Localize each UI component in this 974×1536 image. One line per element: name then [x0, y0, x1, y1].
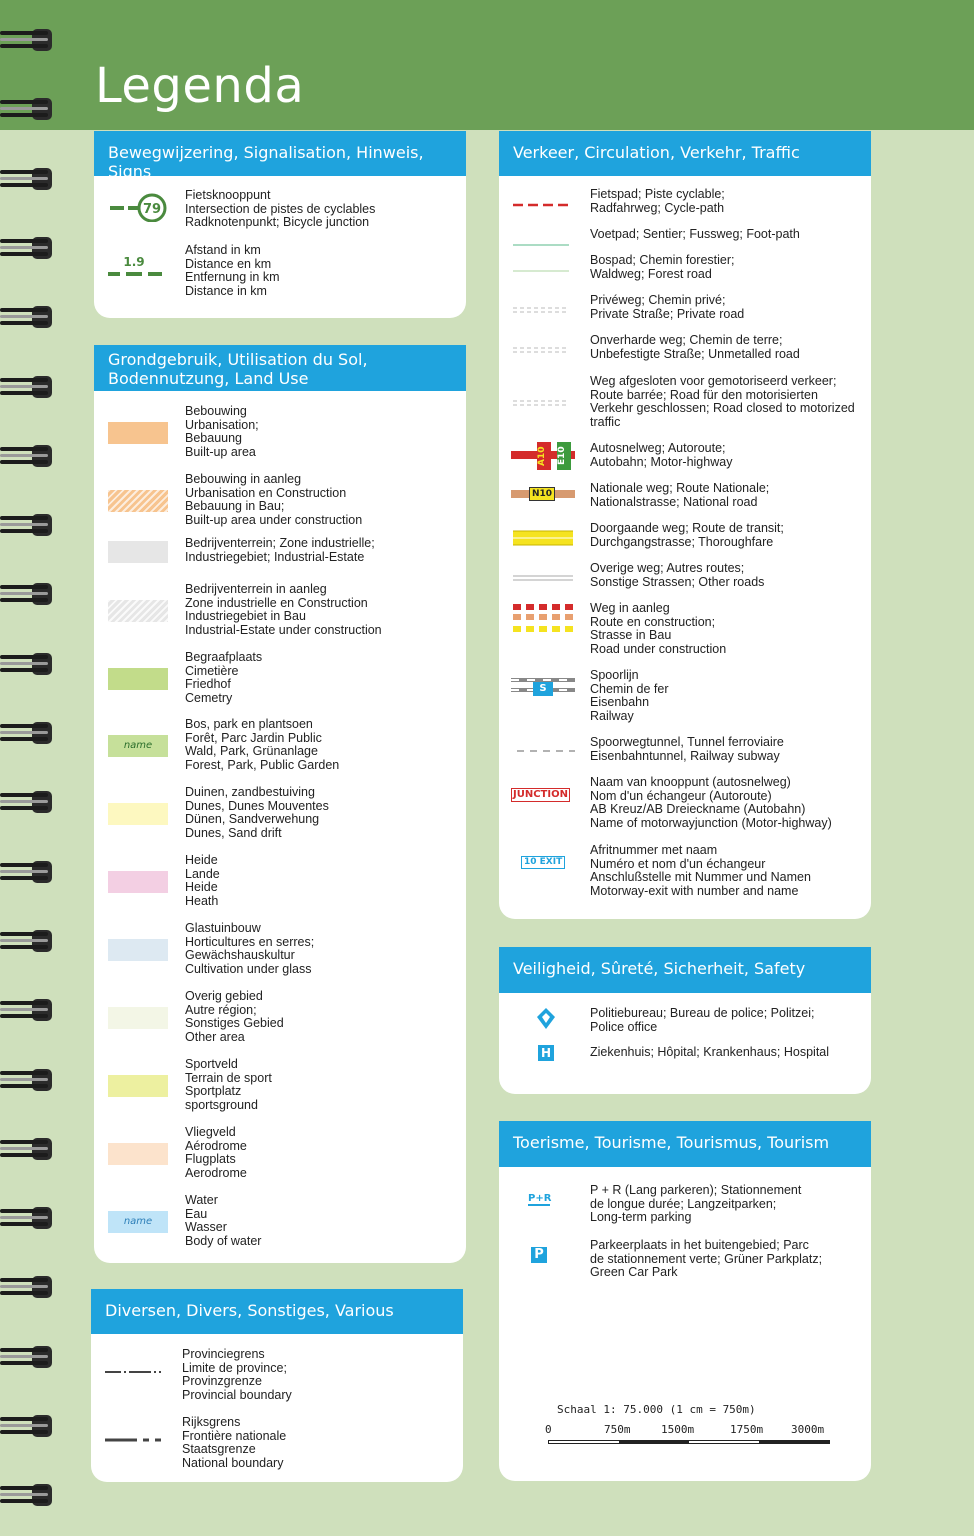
- binding-ring: [0, 1479, 56, 1509]
- scale-tick-3: 1750m: [730, 1423, 764, 1436]
- traffic-symbol: [511, 395, 571, 414]
- binding-ring: [0, 93, 56, 123]
- legend-text: Rijksgrens Frontière nationale Staatsgrenze National boundary: [182, 1415, 287, 1470]
- traffic-symbol: [521, 856, 565, 869]
- legend-text: Begraafplaats Cimetière Friedhof Cemetry: [185, 650, 263, 705]
- legend-text: Glastuinbouw Horticultures en serres; Gewächshauskultur Cultivation under glass: [185, 921, 315, 976]
- header-bar: [0, 0, 974, 130]
- legend-text: Politiebureau; Bureau de police; Politzei; Police office: [590, 1006, 815, 1034]
- panel-signs: [94, 131, 466, 318]
- legend-text: Weg afgesloten voor gemotoriseerd verkeer; Route barrée; Road für den motorisierten Verkehr geschlossen; Road closed to motorized traffic: [590, 374, 855, 429]
- binding-ring: [0, 925, 56, 955]
- legend-text: Privéweg; Chemin privé; Private Straße; Private road: [590, 293, 745, 321]
- land-use-swatch: [108, 1007, 168, 1029]
- binding-ring: [0, 717, 56, 747]
- junction-label: JUNCTION: [513, 789, 568, 800]
- legend-text: Bedrijventerrein in aanleg Zone industrielle en Construction Industriegebiet in Bau Industrial-Estate under construction: [185, 582, 382, 637]
- binding-ring: [0, 301, 56, 331]
- legend-text: Weg in aanleg Route en construction; Strasse in Bau Road under construction: [590, 601, 727, 656]
- legend-text: Bospad; Chemin forestier; Waldweg; Forest road: [590, 253, 735, 281]
- legend-text: Autosnelweg; Autoroute; Autobahn; Motor-highway: [590, 441, 733, 469]
- legend-text: Duinen, zandbestuiving Dunes, Dunes Mouventes Dünen, Sandverwehung Dunes, Sand drift: [185, 785, 329, 840]
- legend-text: Bebouwing in aanleg Urbanisation en Construction Bebauung in Bau; Built-up area under construction: [185, 472, 363, 527]
- euro-route-number: E10: [557, 442, 571, 470]
- legend-text: Ziekenhuis; Hôpital; Krankenhaus; Hospital: [590, 1045, 830, 1059]
- legend-text: Afritnummer met naam Numéro et nom d'un échangeur Anschlußstelle mit Nummer und Namen Motorway-exit with number and name: [590, 843, 811, 898]
- land-use-swatch: [108, 939, 168, 961]
- station-icon: S: [533, 682, 553, 696]
- legend-text: Naam van knooppunt (autosnelweg) Nom d'un échangeur (Autoroute) AB Kreuz/AB Dreieckname (Autobahn) Name of motorwayjunction (Motor-highway): [590, 775, 832, 830]
- legend-text: Heide Lande Heide Heath: [185, 853, 220, 908]
- distance-marker-icon: [106, 252, 166, 282]
- land-use-swatch-label: name: [123, 740, 153, 751]
- binding-ring: [0, 24, 56, 54]
- traffic-symbol: [511, 602, 575, 640]
- legend-text: Onverharde weg; Chemin de terre; Unbefestigte Straße; Unmetalled road: [590, 333, 800, 361]
- binding-ring: [0, 1271, 56, 1301]
- panel-traffic: [499, 131, 871, 919]
- binding-ring: [0, 371, 56, 401]
- traffic-symbol: [511, 263, 571, 282]
- land-use-swatch: [108, 668, 168, 690]
- traffic-symbol: [511, 197, 571, 216]
- legend-text: Sportveld Terrain de sport Sportplatz sportsground: [185, 1057, 272, 1112]
- traffic-symbol: [511, 676, 575, 698]
- legend-text: Overig gebied Autre région; Sonstiges Gebied Other area: [185, 989, 284, 1044]
- panel-land-use: [94, 345, 466, 1263]
- spiral-binding: [0, 0, 60, 1536]
- traffic-symbol: [511, 788, 570, 802]
- legend-text: Nationale weg; Route Nationale; Nationalstrasse; National road: [590, 481, 770, 509]
- legend-text: Bebouwing Urbanisation; Bebauung Built-up area: [185, 404, 259, 459]
- park-ride-icon: P+R: [528, 1193, 552, 1204]
- legend-text: Bos, park en plantsoen Forêt, Parc Jardin Public Wald, Park, Grünanlage Forest, Park, Public Garden: [185, 717, 340, 772]
- scale-tick-4: 3000m: [791, 1423, 825, 1436]
- panel-traffic-title: Verkeer, Circulation, Verkehr, Traffic: [499, 131, 871, 176]
- parking-icon: P: [531, 1247, 547, 1263]
- legend-text: Spoorlijn Chemin de fer Eisenbahn Railway: [590, 668, 669, 723]
- land-use-swatch: [108, 422, 168, 444]
- scale-bar-graphic: [548, 1440, 830, 1444]
- traffic-symbol: [511, 529, 575, 551]
- traffic-symbol: [511, 487, 575, 501]
- land-use-swatch-label: name: [123, 1216, 153, 1227]
- panel-various: [91, 1289, 463, 1482]
- distance-value: 1.9: [123, 255, 145, 269]
- traffic-symbol: [511, 570, 575, 589]
- binding-ring: [0, 578, 56, 608]
- panel-land-use-title: Grondgebruik, Utilisation du Sol, Bodennutzung, Land Use: [94, 345, 466, 391]
- binding-ring: [0, 163, 56, 193]
- binding-ring: [0, 994, 56, 1024]
- legend-text: Fietspad; Piste cyclable; Radfahrweg; Cycle-path: [590, 187, 725, 215]
- binding-ring: [0, 509, 56, 539]
- binding-ring: [0, 1410, 56, 1440]
- provincial-boundary-icon: [103, 1367, 167, 1377]
- legend-text: Bedrijventerrein; Zone industrielle; Industriegebiet; Industrial-Estate: [185, 536, 375, 564]
- traffic-symbol: [513, 743, 577, 762]
- binding-ring: [0, 1202, 56, 1232]
- panel-safety: [499, 947, 871, 1094]
- panel-various-title: Diversen, Divers, Sonstiges, Various: [91, 1289, 463, 1334]
- scale-label: Schaal 1: 75.000 (1 cm = 750m): [557, 1403, 756, 1416]
- motorway-number: A10: [537, 442, 551, 470]
- legend-text: Overige weg; Autres routes; Sonstige Strassen; Other roads: [590, 561, 765, 589]
- scale-tick-2: 1500m: [661, 1423, 695, 1436]
- hospital-icon: H: [538, 1045, 554, 1061]
- traffic-symbol: [511, 302, 571, 321]
- binding-ring: [0, 648, 56, 678]
- binding-ring: [0, 1133, 56, 1163]
- legend-text: Voetpad; Sentier; Fussweg; Foot-path: [590, 227, 800, 241]
- legend-text: Doorgaande weg; Route de transit; Durchgangstrasse; Thoroughfare: [590, 521, 784, 549]
- binding-ring: [0, 440, 56, 470]
- panel-safety-title: Veiligheid, Sûreté, Sicherheit, Safety: [499, 947, 871, 993]
- binding-ring: [0, 232, 56, 262]
- legend-text: Provinciegrens Limite de province; Provinzgrenze Provincial boundary: [182, 1347, 292, 1402]
- land-use-swatch: [108, 1143, 168, 1165]
- land-use-swatch: [108, 803, 168, 825]
- bicycle-junction-icon: [108, 190, 168, 222]
- panel-tourism: [499, 1121, 871, 1481]
- traffic-symbol: [511, 237, 571, 256]
- page-title: Legenda: [95, 58, 305, 114]
- land-use-swatch: [108, 871, 168, 893]
- exit-label: 10 EXIT: [521, 856, 565, 869]
- police-icon: [535, 1007, 557, 1031]
- binding-ring: [0, 1341, 56, 1371]
- bicycle-junction-number: 79: [142, 202, 162, 217]
- binding-ring: [0, 786, 56, 816]
- legend-text: Water Eau Wasser Body of water: [185, 1193, 262, 1248]
- panel-tourism-title: Toerisme, Tourisme, Tourismus, Tourism: [499, 1121, 871, 1167]
- binding-ring: [0, 856, 56, 886]
- legend-text: P + R (Lang parkeren); Stationnement de longue durée; Langzeitparken; Long-term parking: [590, 1183, 802, 1225]
- land-use-swatch: [108, 490, 168, 512]
- scale-tick-1: 750m: [604, 1423, 631, 1436]
- scale-tick-0: 0: [545, 1423, 552, 1436]
- national-road-number: N10: [529, 487, 555, 501]
- land-use-swatch: [108, 541, 168, 563]
- legend-text: Spoorwegtunnel, Tunnel ferroviaire Eisenbahntunnel, Railway subway: [590, 735, 784, 763]
- legend-text: Afstand in km Distance en km Entfernung in km Distance in km: [185, 243, 280, 298]
- traffic-symbol: [511, 342, 571, 361]
- binding-ring: [0, 1064, 56, 1094]
- legend-text: Fietsknooppunt Intersection de pistes de cyclables Radknotenpunkt; Bicycle junction: [185, 188, 376, 230]
- legend-text: Parkeerplaats in het buitengebied; Parc de stationnement verte; Grüner Parkplatz; Green Car Park: [590, 1238, 823, 1280]
- land-use-swatch: [108, 600, 168, 622]
- panel-signs-title: Bewegwijzering, Signalisation, Hinweis, Signs: [94, 131, 466, 176]
- traffic-symbol: [511, 442, 575, 470]
- national-boundary-icon: [103, 1435, 167, 1445]
- legend-text: Vliegveld Aérodrome Flugplats Aerodrome: [185, 1125, 247, 1180]
- land-use-swatch: [108, 1075, 168, 1097]
